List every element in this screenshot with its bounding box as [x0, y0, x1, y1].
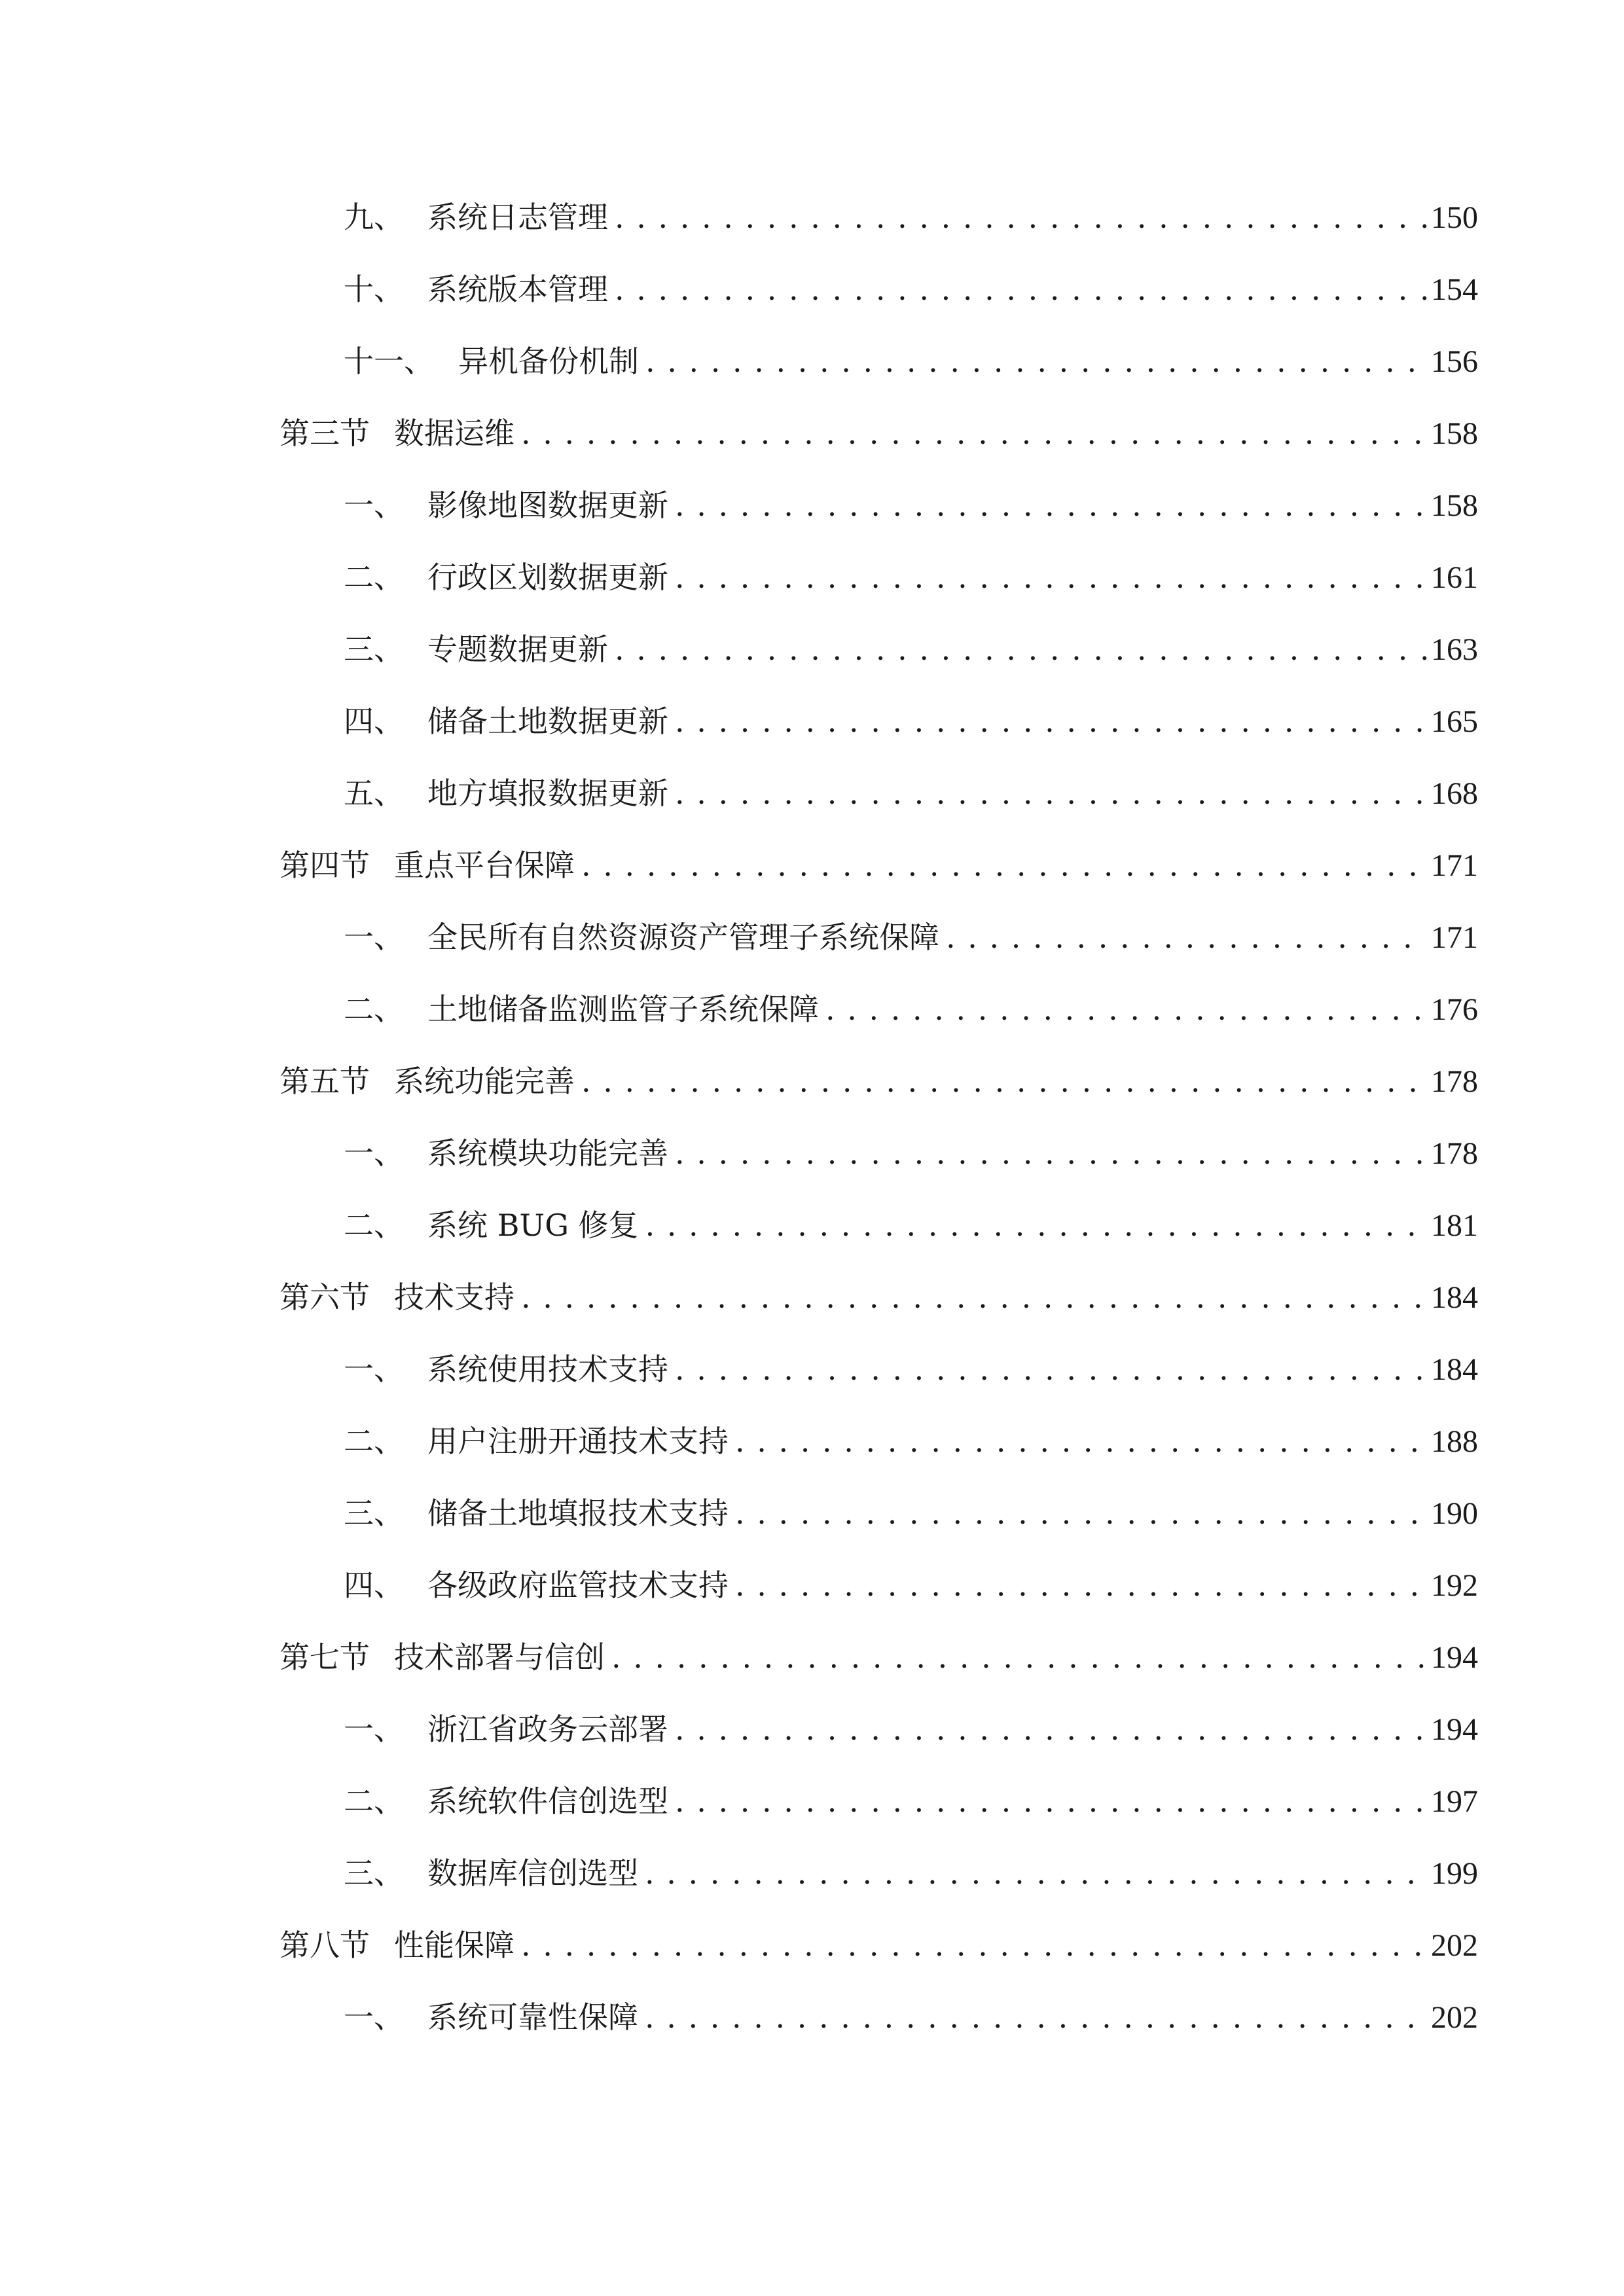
- toc-entry-page: 150: [1431, 200, 1478, 235]
- toc-entry-page: 178: [1431, 1064, 1478, 1099]
- toc-entry-number: 十、: [344, 272, 404, 307]
- dot-leader: [675, 767, 1427, 819]
- toc-entry-number: 五、: [344, 776, 404, 811]
- toc-entry-number: 一、: [344, 1136, 404, 1171]
- toc-entry-page: 202: [1431, 1928, 1478, 1963]
- dot-leader: [946, 911, 1427, 963]
- toc-entry-number: 三、: [344, 1496, 404, 1531]
- toc-entry-page: 184: [1431, 1352, 1478, 1387]
- toc-entry-number: 二、: [344, 992, 404, 1027]
- dot-leader: [615, 263, 1427, 315]
- toc-entry[interactable]: [344, 983, 1478, 1035]
- toc-entry-number: 第五节: [280, 1064, 370, 1099]
- toc-entry[interactable]: [344, 767, 1478, 819]
- toc-entry-title: 技术支持: [394, 1280, 514, 1315]
- toc-entry-page: 171: [1431, 848, 1478, 883]
- toc-entry[interactable]: [344, 191, 1478, 243]
- dot-leader: [675, 1703, 1427, 1755]
- toc-entry-page: 188: [1431, 1424, 1478, 1459]
- toc-entry[interactable]: [344, 1127, 1478, 1179]
- dot-leader: [521, 407, 1427, 459]
- toc-entry-number: 第六节: [280, 1280, 370, 1315]
- toc-entry-page: 184: [1431, 1280, 1478, 1315]
- toc-entry-page: 165: [1431, 704, 1478, 739]
- toc-entry-number: 第四节: [280, 848, 370, 883]
- toc-entry-page: 176: [1431, 992, 1478, 1027]
- toc-entry-page: 192: [1431, 1568, 1478, 1603]
- toc-entry-number: 二、: [344, 1208, 404, 1243]
- toc-entry[interactable]: [344, 263, 1478, 315]
- toc-entry-title: 系统版本管理: [427, 272, 608, 307]
- dot-leader: [645, 1991, 1427, 2043]
- toc-entry[interactable]: [344, 1703, 1478, 1755]
- toc-entry-page: 158: [1431, 416, 1478, 451]
- dot-leader: [735, 1559, 1427, 1611]
- dot-leader: [645, 1847, 1427, 1899]
- toc-entry-title: 数据运维: [394, 416, 514, 451]
- toc-entry-number: 一、: [344, 1712, 404, 1747]
- toc-entry-title: 技术部署与信创: [394, 1640, 605, 1675]
- toc-entry[interactable]: [344, 335, 1478, 387]
- toc-entry-number: 九、: [344, 200, 404, 235]
- toc-entry-title: 系统功能完善: [394, 1064, 575, 1099]
- toc-entry-page: 163: [1431, 632, 1478, 667]
- toc-entry-number: 一、: [344, 920, 404, 955]
- toc-entry-title: 用户注册开通技术支持: [427, 1424, 729, 1459]
- toc-entry[interactable]: [344, 479, 1478, 531]
- dot-leader: [615, 191, 1427, 243]
- toc-entry-title: 影像地图数据更新: [427, 488, 668, 523]
- toc-entry[interactable]: [344, 623, 1478, 675]
- toc-entry-title: 数据库信创选型: [427, 1856, 638, 1891]
- toc-entry-page: 168: [1431, 776, 1478, 811]
- toc-entry-page: 197: [1431, 1784, 1478, 1819]
- toc-entry-number: 二、: [344, 560, 404, 595]
- dot-leader: [645, 1199, 1427, 1251]
- toc-section[interactable]: [280, 407, 1478, 459]
- dot-leader: [825, 983, 1427, 1035]
- toc-entry-title: 系统软件信创选型: [427, 1784, 668, 1819]
- toc-entry-title: 异机备份机制: [458, 344, 639, 379]
- toc-section[interactable]: [280, 1919, 1478, 1971]
- dot-leader: [675, 479, 1427, 531]
- toc-entry[interactable]: [344, 1847, 1478, 1899]
- toc-entry[interactable]: [344, 695, 1478, 747]
- toc-entry-number: 一、: [344, 1352, 404, 1387]
- toc-entry-title: 各级政府监管技术支持: [427, 1568, 729, 1603]
- toc-entry[interactable]: [344, 911, 1478, 963]
- toc-entry-page: 161: [1431, 560, 1478, 595]
- dot-leader: [675, 695, 1427, 747]
- toc-entry-number: 第七节: [280, 1640, 370, 1675]
- toc-entry-number: 一、: [344, 488, 404, 523]
- toc-section[interactable]: [280, 1055, 1478, 1107]
- dot-leader: [521, 1271, 1427, 1323]
- dot-leader: [735, 1487, 1427, 1539]
- dot-leader: [521, 1919, 1427, 1971]
- toc-entry-number: 十一、: [344, 344, 434, 379]
- toc-entry-page: 199: [1431, 1856, 1478, 1891]
- dot-leader: [581, 839, 1427, 891]
- toc-entry-title: 性能保障: [394, 1928, 514, 1963]
- toc-entry-title: 系统模块功能完善: [427, 1136, 668, 1171]
- toc-entry-number: 二、: [344, 1424, 404, 1459]
- toc-entry-number: 三、: [344, 1856, 404, 1891]
- toc-entry-page: 154: [1431, 272, 1478, 307]
- toc-entry-title: 行政区划数据更新: [427, 560, 668, 595]
- toc-entry[interactable]: [344, 1415, 1478, 1467]
- toc-entry-title: 土地储备监测监管子系统保障: [427, 992, 819, 1027]
- toc-entry-page: 190: [1431, 1496, 1478, 1531]
- toc-entry[interactable]: [344, 1343, 1478, 1395]
- toc-section[interactable]: [280, 1631, 1478, 1683]
- dot-leader: [675, 551, 1427, 603]
- toc-entry-number: 第八节: [280, 1928, 370, 1963]
- dot-leader: [675, 1127, 1427, 1179]
- dot-leader: [735, 1415, 1427, 1467]
- toc-section[interactable]: [280, 1271, 1478, 1323]
- toc-entry-title: 系统 BUG 修复: [427, 1208, 639, 1243]
- toc-entry[interactable]: [344, 1199, 1478, 1251]
- toc-entry-number: 四、: [344, 1568, 404, 1603]
- toc-entry[interactable]: [344, 1991, 1478, 2043]
- toc-entry-title: 系统使用技术支持: [427, 1352, 668, 1387]
- toc-entry-title: 地方填报数据更新: [427, 776, 668, 811]
- toc-entry-page: 178: [1431, 1136, 1478, 1171]
- toc-entry-number: 一、: [344, 2000, 404, 2035]
- toc-entry-page: 156: [1431, 344, 1478, 379]
- dot-leader: [615, 623, 1427, 675]
- toc-entry-page: 181: [1431, 1208, 1478, 1243]
- toc-entry-number: 三、: [344, 632, 404, 667]
- toc-entry-title: 浙江省政务云部署: [427, 1712, 668, 1747]
- toc-entry-page: 194: [1431, 1712, 1478, 1747]
- dot-leader: [611, 1631, 1427, 1683]
- toc-entry[interactable]: [344, 1775, 1478, 1827]
- toc-section[interactable]: [280, 839, 1478, 891]
- toc-entry[interactable]: [344, 1559, 1478, 1611]
- toc-entry-page: 158: [1431, 488, 1478, 523]
- toc-entry-title: 系统日志管理: [427, 200, 608, 235]
- toc-entry-page: 171: [1431, 920, 1478, 955]
- toc-entry[interactable]: [344, 551, 1478, 603]
- toc-entry-page: 202: [1431, 2000, 1478, 2035]
- toc-entry-title: 储备土地数据更新: [427, 704, 668, 739]
- toc-entry-number: 二、: [344, 1784, 404, 1819]
- dot-leader: [675, 1775, 1427, 1827]
- toc-entry-title: 储备土地填报技术支持: [427, 1496, 729, 1531]
- toc-entry[interactable]: [344, 1487, 1478, 1539]
- toc-entry-title: 专题数据更新: [427, 632, 608, 667]
- toc-entry-page: 194: [1431, 1640, 1478, 1675]
- toc-entry-number: 四、: [344, 704, 404, 739]
- toc-entry-title: 重点平台保障: [394, 848, 575, 883]
- dot-leader: [645, 335, 1427, 387]
- dot-leader: [675, 1343, 1427, 1395]
- dot-leader: [581, 1055, 1427, 1107]
- toc-entry-title: 全民所有自然资源资产管理子系统保障: [427, 920, 939, 955]
- toc-entry-number: 第三节: [280, 416, 370, 451]
- toc-entry-title: 系统可靠性保障: [427, 2000, 638, 2035]
